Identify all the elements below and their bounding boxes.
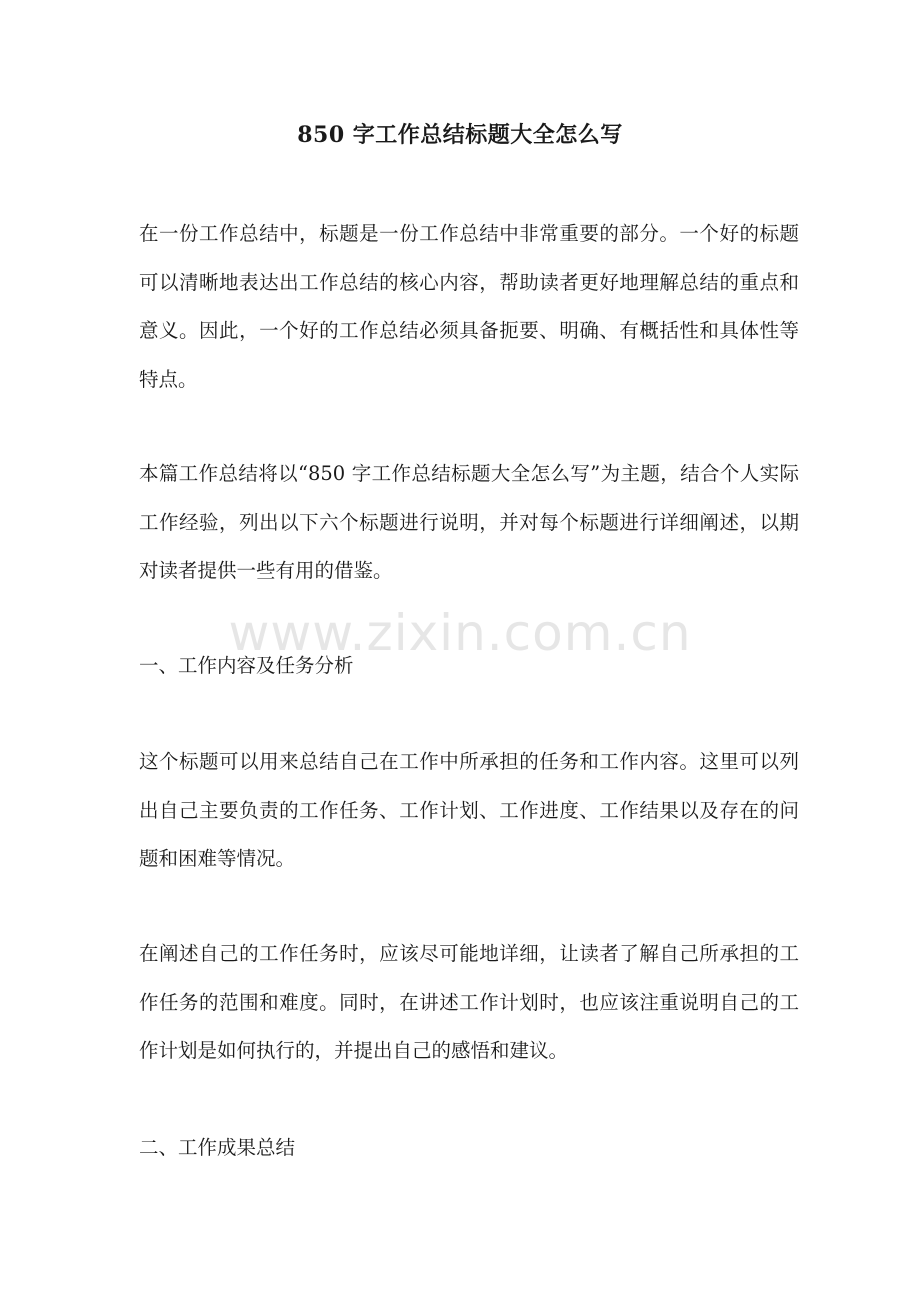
section1-paragraph-1: 这个标题可以用来总结自己在工作中所承担的任务和工作内容。这里可以列出自己主要负责的工作任务、工作计划、工作进度、工作结果以及存在的问题和困难等情况。 xyxy=(139,750,799,870)
intro-paragraph-1: 在一份工作总结中，标题是一份工作总结中非常重要的部分。一个好的标题可以清晰地表达出工作总结的核心内容，帮助读者更好地理解总结的重点和意义。因此，一个好的工作总结必须具备扼要、明确、有概括性和具体性等特点。 xyxy=(139,222,799,391)
section-heading-2: 二、工作成果总结 xyxy=(139,1136,296,1159)
watermark: www.zixin.com.cn xyxy=(228,604,692,662)
intro-paragraph-2: 本篇工作总结将以“850 字工作总结标题大全怎么写”为主题，结合个人实际工作经验，列出以下六个标题进行说明，并对每个标题进行详细阐述，以期对读者提供一些有用的借鉴。 xyxy=(139,462,799,582)
section1-paragraph-2: 在阐述自己的工作任务时，应该尽可能地详细，让读者了解自己所承担的工作任务的范围和难度。同时，在讲述工作计划时，也应该注重说明自己的工作计划是如何执行的，并提出自己的感悟和建议。 xyxy=(139,942,799,1062)
document-title: 850 字工作总结标题大全怎么写 xyxy=(297,122,623,148)
section-heading-1: 一、工作内容及任务分析 xyxy=(139,654,354,677)
